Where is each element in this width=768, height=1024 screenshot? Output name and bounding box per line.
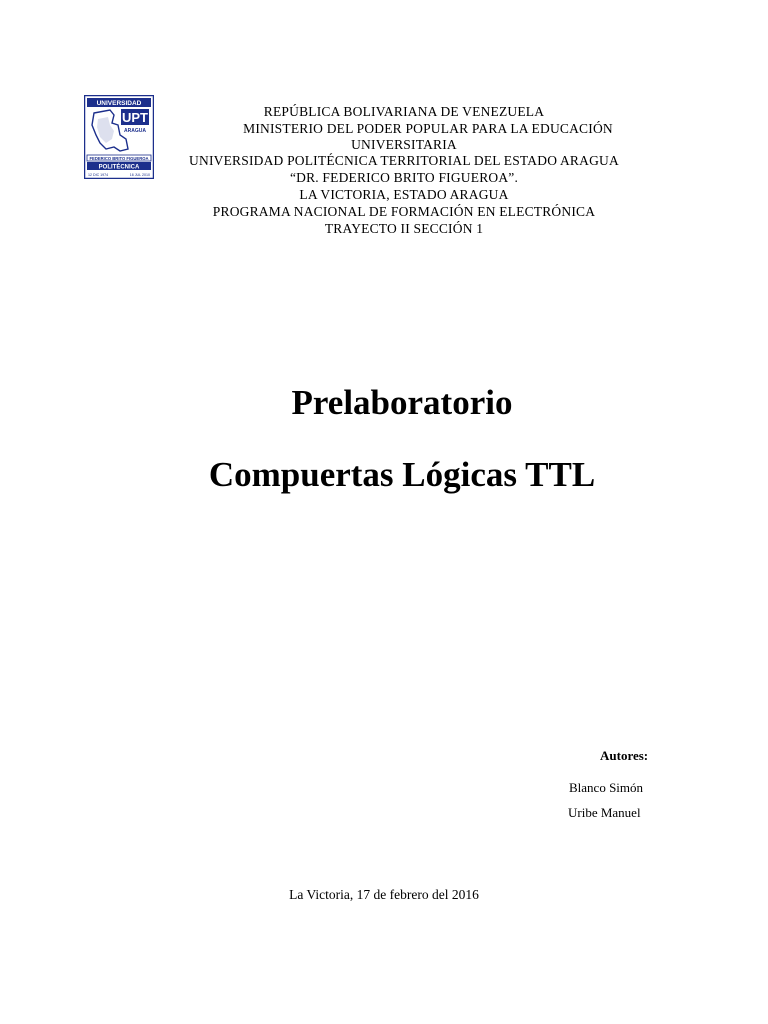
author-name: Uribe Manuel <box>568 805 641 820</box>
header-ministry: MINISTERIO DEL PODER POPULAR PARA LA EDUCACIÓN <box>243 121 613 136</box>
header-location: LA VICTORIA, ESTADO ARAGUA <box>299 187 509 202</box>
header-university: UNIVERSIDAD POLITÉCNICA TERRITORIAL DEL ESTADO ARAGUA <box>189 153 619 168</box>
logo-date-right: 16 JUL 2010 <box>129 173 150 177</box>
logo-bottom-text: POLITÉCNICA <box>98 164 140 171</box>
document-subtitle: Compuertas Lógicas TTL <box>208 455 596 494</box>
logo-ribbon-text: FEDERICO BRITO FIGUEROA <box>89 156 149 161</box>
logo-acronym: UPT <box>122 110 148 125</box>
logo-date-left: 12 DIC 1974 <box>88 173 109 177</box>
header-program: PROGRAMA NACIONAL DE FORMACIÓN EN ELECTRÓNICA <box>212 204 596 219</box>
place-and-date: La Victoria, 17 de febrero del 2016 <box>289 887 479 902</box>
document-title: Prelaboratorio <box>291 383 513 422</box>
logo-state-text: ARAGUA <box>124 128 146 134</box>
author-name: Blanco Simón <box>569 780 644 795</box>
logo-top-text: UNIVERSIDAD <box>96 100 142 107</box>
header-university-name: “DR. FEDERICO BRITO FIGUEROA”. <box>289 170 519 185</box>
header-ministry-cont: UNIVERSITARIA <box>351 137 457 152</box>
header-country: REPÚBLICA BOLIVARIANA DE VENEZUELA <box>263 104 545 119</box>
authors-heading: Autores: <box>600 748 649 763</box>
header-section: TRAYECTO II SECCIÓN 1 <box>324 221 484 236</box>
